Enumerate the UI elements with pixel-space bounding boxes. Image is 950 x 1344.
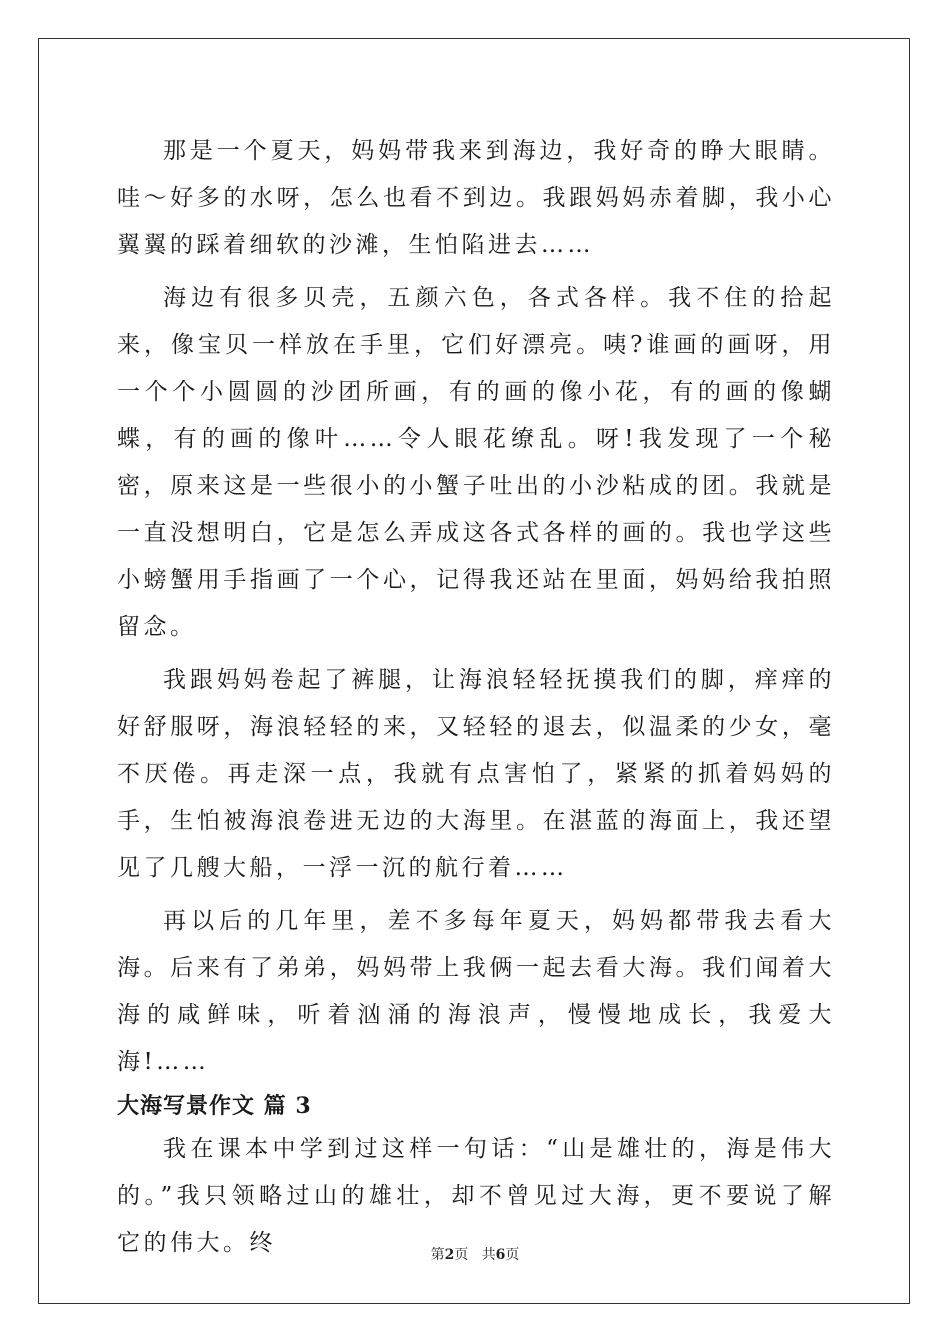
section-paragraph: 我在课本中学到过这样一句话：“山是雄壮的，海是伟大的。”我只领略过山的雄壮，却不曾见过大海，更不要说了解它的伟大。终: [117, 1136, 835, 1256]
paragraph-2: 海边有很多贝壳，五颜六色，各式各样。我不住的拾起来，像宝贝一样放在手里，它们好漂亮。咦?谁画的画呀，用一个个小圆圆的沙团所画，有的画的像小花，有的画的像蝴蝶，有的画的像叶……令人眼花缭乱。呀!我发现了一个秘密，原来这是一些很小的小蟹子吐出的小沙粘成的团。我就是一直没想明白，它是怎么弄成这各式各样的画的。我也学这些小螃蟹用手指画了一个心，记得我还站在里面，妈妈给我拍照留念。: [117, 285, 835, 640]
paragraph-1: 那是一个夏天，妈妈带我来到海边，我好奇的睁大眼睛。哇～好多的水呀，怎么也看不到边。我跟妈妈赤着脚，我小心翼翼的踩着细软的沙滩，生怕陷进去……: [117, 138, 835, 258]
footer-total-prefix: 共: [481, 1247, 496, 1263]
current-page-number: 2: [444, 1247, 455, 1263]
paragraph-3: 我跟妈妈卷起了裤腿，让海浪轻轻抚摸我们的脚，痒痒的好舒服呀，海浪轻轻的来，又轻轻的退去，似温柔的少女，毫不厌倦。再走深一点，我就有点害怕了，紧紧的抓着妈妈的手，生怕被海浪卷进无边的大海里。在湛蓝的海面上，我还望见了几艘大船，一浮一沉的航行着……: [117, 667, 835, 881]
paragraph-4: 再以后的几年里，差不多每年夏天，妈妈都带我去看大海。后来有了弟弟，妈妈带上我俩一起去看大海。我们闻着大海的咸鲜味，听着汹涌的海浪声，慢慢地成长，我爱大海!……: [117, 908, 835, 1075]
footer-page-suffix: 页: [454, 1247, 469, 1263]
page-footer: [0, 1244, 950, 1264]
document-body: [117, 128, 835, 1267]
footer-prefix: 第: [430, 1247, 445, 1263]
section-heading: 大海写景作文 篇 3: [117, 1093, 312, 1119]
total-pages-number: 6: [495, 1247, 506, 1263]
footer-total-suffix: 页: [505, 1247, 520, 1263]
